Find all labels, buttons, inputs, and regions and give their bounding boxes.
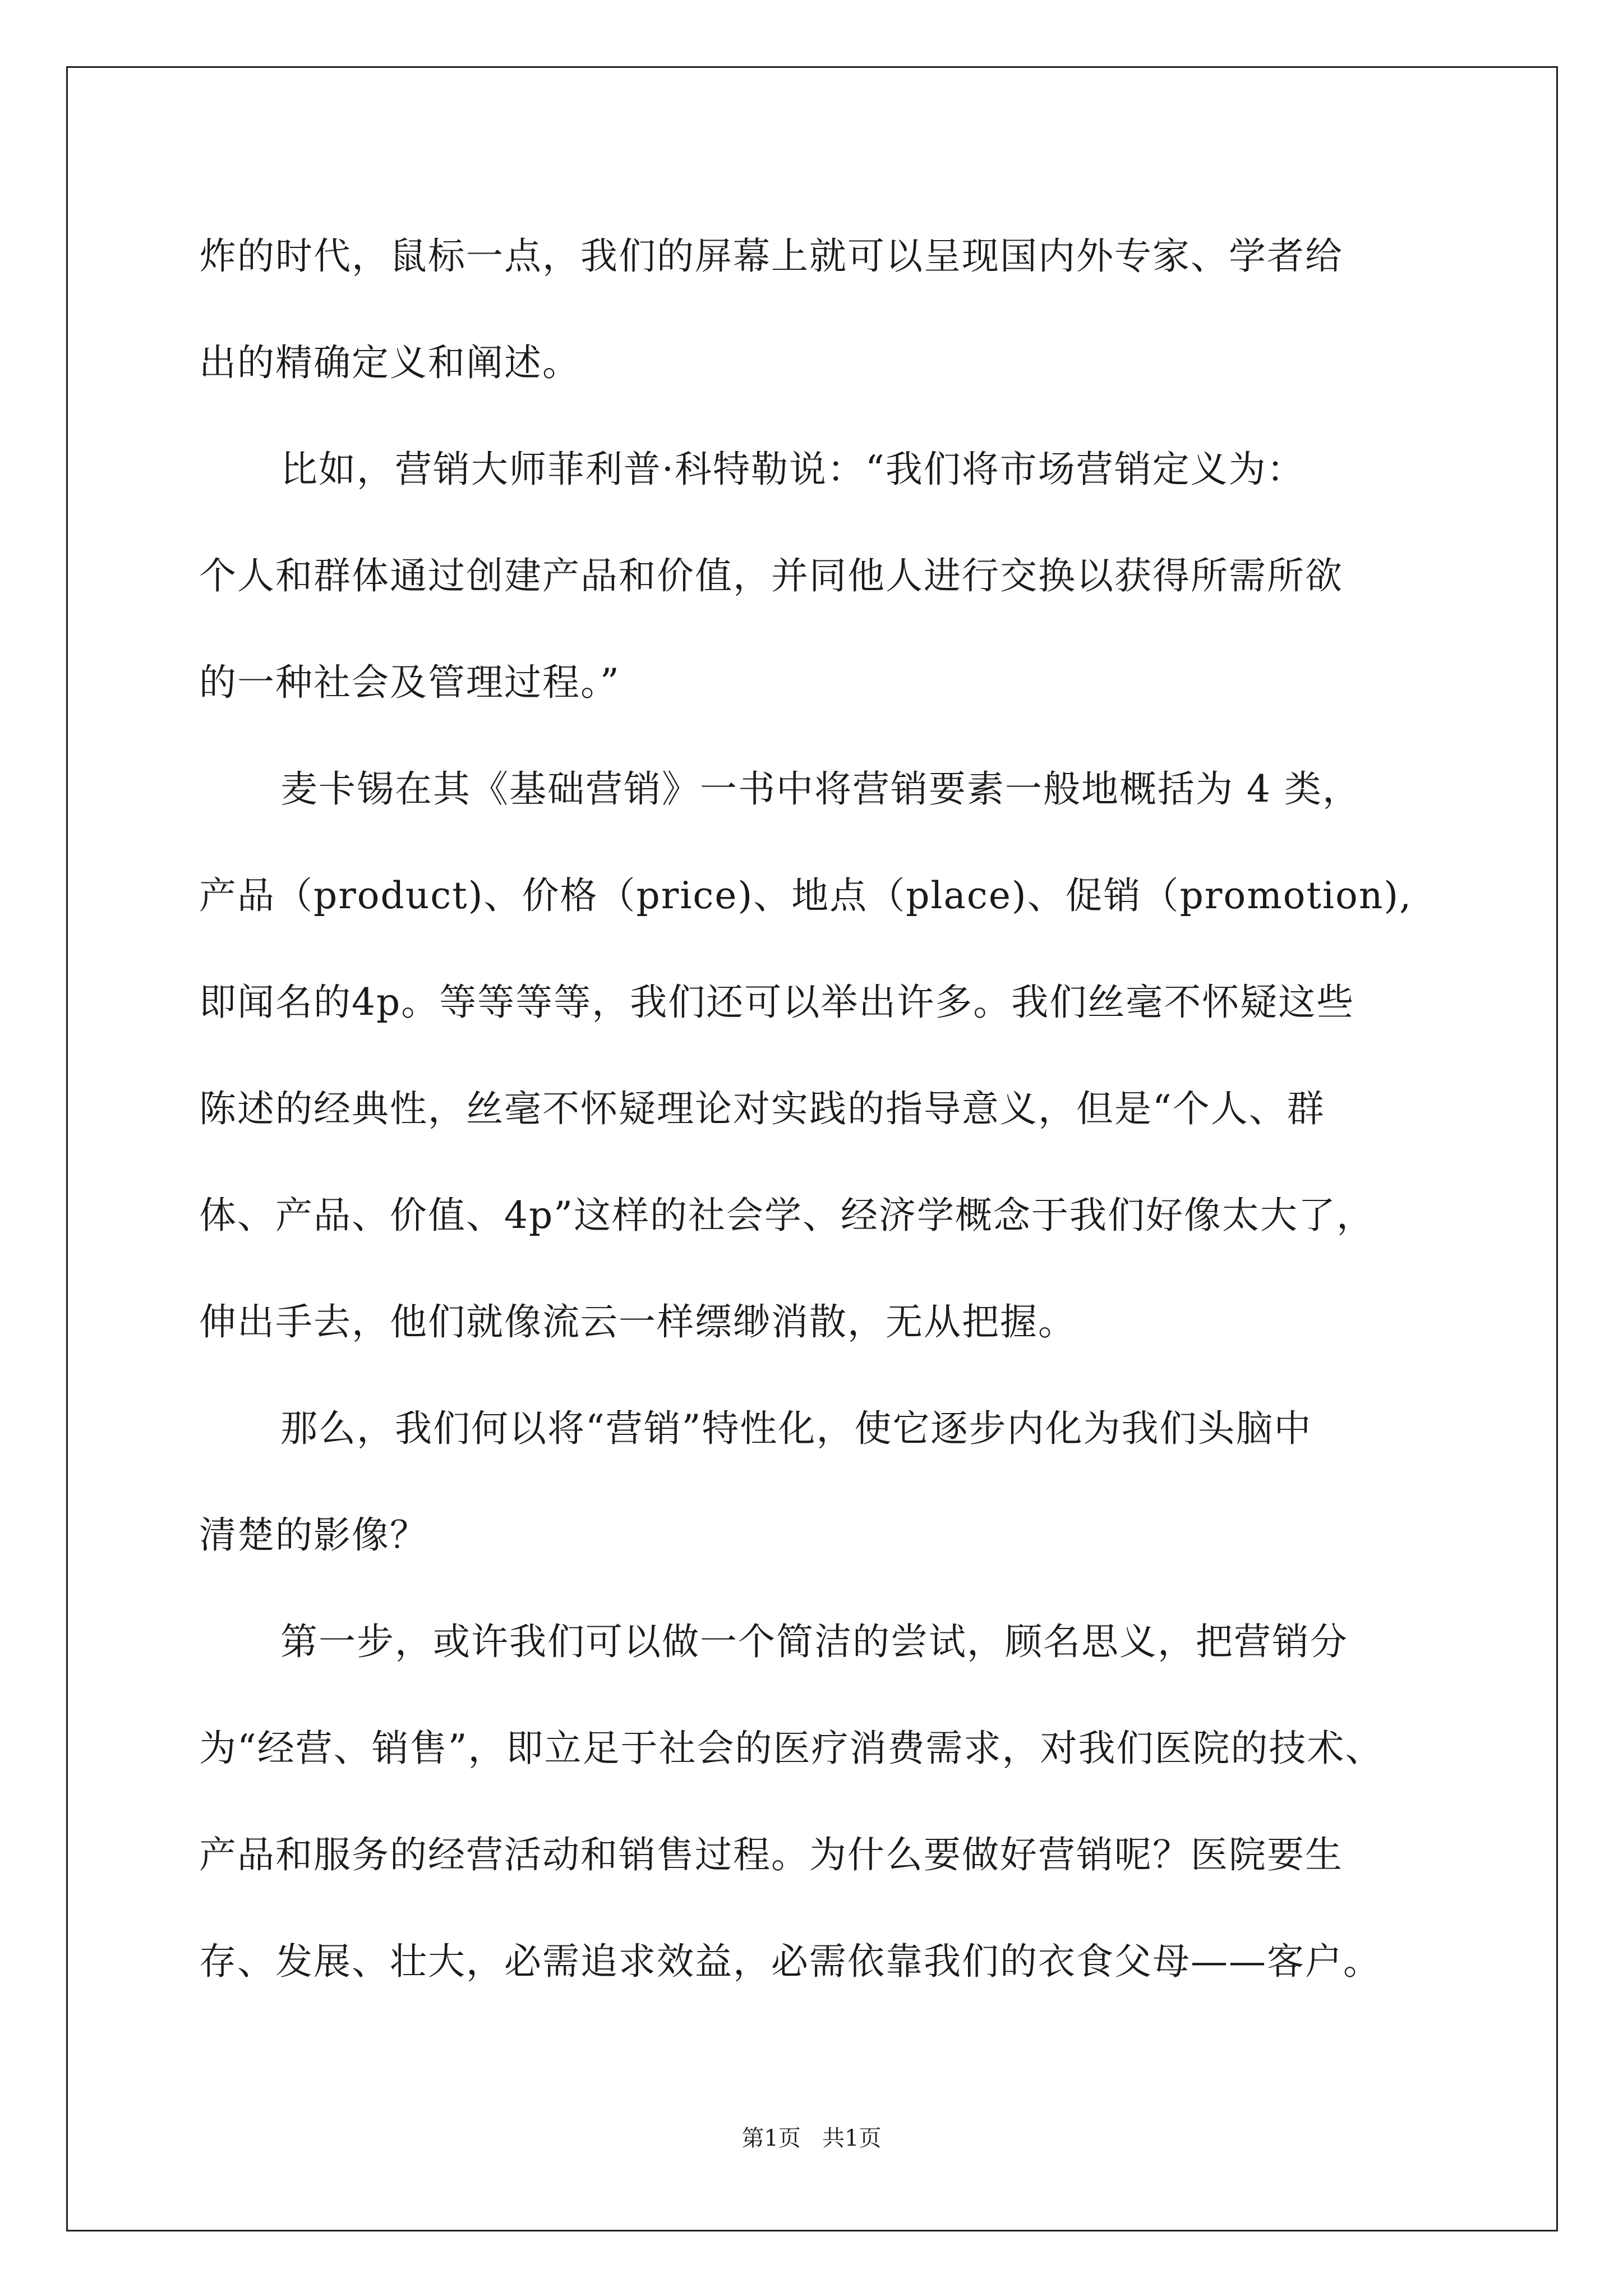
page-number-footer: 第1页 共1页 — [741, 2125, 882, 2151]
document-body — [199, 214, 1433, 2026]
text-line: 炸的时代，鼠标一点，我们的屏幕上就可以呈现国内外专家、学者给 — [199, 234, 1343, 278]
text-line: 产品（product)、价格（price)、地点（place)、促销（promotion), — [199, 874, 1413, 917]
paragraph-3 — [199, 747, 1433, 1387]
paragraph-1 — [199, 214, 1433, 427]
text-line: 即闻名的4p。等等等等，我们还可以举出许多。我们丝毫不怀疑这些 — [199, 981, 1355, 1024]
text-line: 比如，营销大师菲利普·科特勒说：“我们将市场营销定义为： — [280, 448, 1305, 491]
paragraph-4 — [199, 1387, 1433, 1600]
text-line: 伸出手去，他们就像流云一样缥缈消散，无从把握。 — [199, 1300, 1076, 1343]
text-line: 出的精确定义和阐述。 — [199, 341, 580, 384]
paragraph-5 — [199, 1600, 1433, 2026]
text-line: 麦卡锡在其《基础营销》一书中将营销要素一般地概括为 4 类， — [280, 767, 1361, 811]
text-line: 那么，我们何以将“营销”特性化，使它逐步内化为我们头脑中 — [280, 1407, 1312, 1450]
text-line: 体、产品、价值、4p”这样的社会学、经济学概念于我们好像太大了， — [199, 1194, 1375, 1237]
text-line: 陈述的经典性，丝毫不怀疑理论对实践的指导意义，但是“个人、群 — [199, 1087, 1325, 1130]
text-line: 为“经营、销售”，即立足于社会的医疗消费需求，对我们医院的技术、 — [199, 1727, 1384, 1770]
text-line: 产品和服务的经营活动和销售过程。为什么要做好营销呢？医院要生 — [199, 1833, 1343, 1876]
text-line: 个人和群体通过创建产品和价值，并同他人进行交换以获得所需所欲 — [199, 554, 1343, 597]
text-line: 的一种社会及管理过程。” — [199, 661, 620, 704]
paragraph-2 — [199, 427, 1433, 747]
text-line: 第一步，或许我们可以做一个简洁的尝试，顾名思义，把营销分 — [280, 1620, 1348, 1663]
text-line: 清楚的影像？ — [199, 1513, 428, 1557]
text-line: 存、发展、壮大，必需追求效益，必需依靠我们的衣食父母——客户。 — [199, 1940, 1381, 1983]
